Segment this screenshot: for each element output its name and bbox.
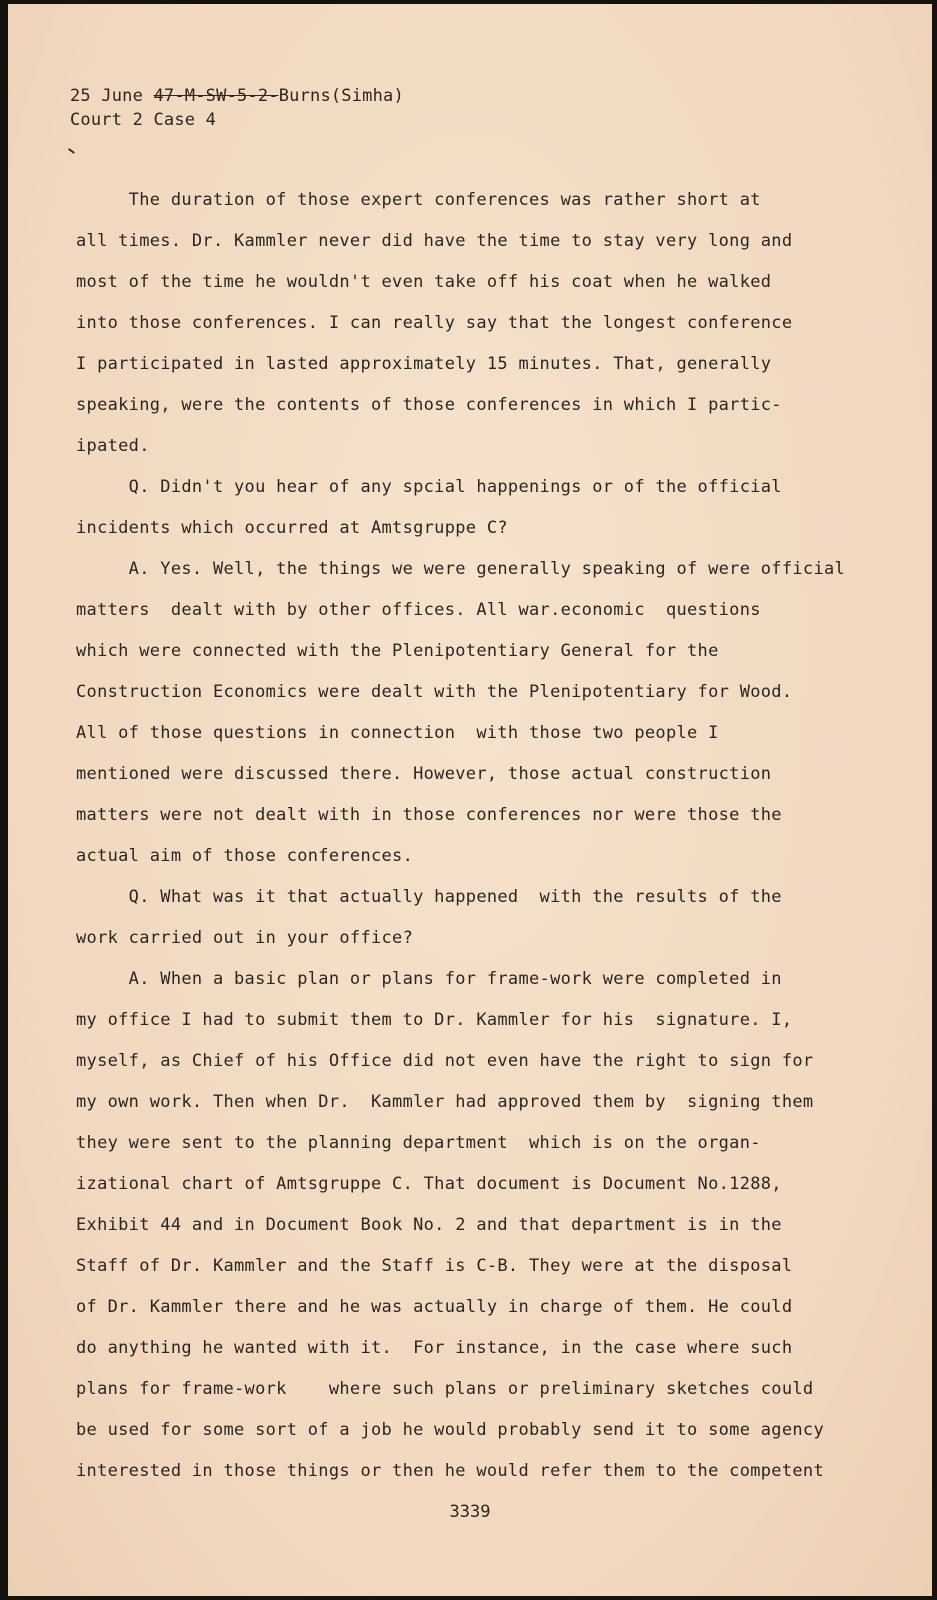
transcript-line: most of the time he wouldn't even take off his coat when he walked (76, 272, 772, 292)
transcript-line: matters were not dealt with in those conferences nor were those the (76, 805, 782, 825)
transcript-line: my office I had to submit them to Dr. Kammler for his signature. I, (76, 1010, 793, 1030)
transcript-line: mentioned were discussed there. However, those actual construction (76, 764, 772, 784)
transcript-line: A. When a basic plan or plans for frame-work were completed in (76, 969, 782, 989)
transcript-line: into those conferences. I can really say that the longest conference (76, 313, 793, 333)
page-number: 3339 (449, 1502, 491, 1522)
transcript-line: Staff of Dr. Kammler and the Staff is C-B. They were at the disposal (76, 1256, 793, 1276)
transcript-line: Construction Economics were dealt with the Plenipotentiary for Wood. (76, 682, 793, 702)
transcript-line: Q. Didn't you hear of any spcial happenings or of the official (76, 477, 782, 497)
transcript-line: my own work. Then when Dr. Kammler had approved them by signing them (76, 1092, 814, 1112)
transcript-line: all times. Dr. Kammler never did have the time to stay very long and (76, 231, 793, 251)
transcript-line: Q. What was it that actually happened with the results of the (76, 887, 782, 907)
transcript-line: incidents which occurred at Amtsgruppe C? (76, 518, 508, 538)
transcript-line: plans for frame-work where such plans or preliminary sketches could (76, 1379, 814, 1399)
transcript-line: Exhibit 44 and in Document Book No. 2 and that department is in the (76, 1215, 782, 1235)
transcript-line: The duration of those expert conferences was rather short at (76, 190, 761, 210)
transcript-line: work carried out in your office? (76, 928, 414, 948)
document-page (8, 4, 932, 1596)
transcript-line: izational chart of Amtsgruppe C. That document is Document No.1288, (76, 1174, 782, 1194)
transcript-line: ipated. (76, 436, 150, 456)
transcript-line: which were connected with the Plenipotentiary General for the (76, 641, 719, 661)
pencil-tick-mark (68, 148, 75, 154)
header-struck-code: 47-M-SW-5-2- (153, 86, 279, 106)
transcript-body (76, 180, 846, 1492)
transcript-line: speaking, were the contents of those conferences in which I partic- (76, 395, 782, 415)
transcript-line: be used for some sort of a job he would probably send it to some agency (76, 1420, 824, 1440)
header-line-date (70, 84, 404, 108)
transcript-line: matters dealt with by other offices. All war.economic questions (76, 600, 761, 620)
transcript-line: A. Yes. Well, the things we were generally speaking of were official (76, 559, 846, 579)
transcript-line: All of those questions in connection with those two people I (76, 723, 719, 743)
transcript-line: of Dr. Kammler there and he was actually in charge of them. He could (76, 1297, 793, 1317)
header-court-case: Court 2 Case 4 (70, 110, 217, 130)
document-header (70, 84, 404, 132)
transcript-line: I participated in lasted approximately 15 minutes. That, generally (76, 354, 772, 374)
transcript-line: actual aim of those conferences. (76, 846, 414, 866)
header-date: 25 June (70, 86, 154, 106)
transcript-line: myself, as Chief of his Office did not even have the right to sign for (76, 1051, 814, 1071)
transcript-line: they were sent to the planning department which is on the organ- (76, 1133, 761, 1153)
transcript-line: interested in those things or then he would refer them to the competent (76, 1461, 824, 1481)
transcript-line: do anything he wanted with it. For instance, in the case where such (76, 1338, 793, 1358)
header-name: Burns(Simha) (278, 86, 404, 106)
